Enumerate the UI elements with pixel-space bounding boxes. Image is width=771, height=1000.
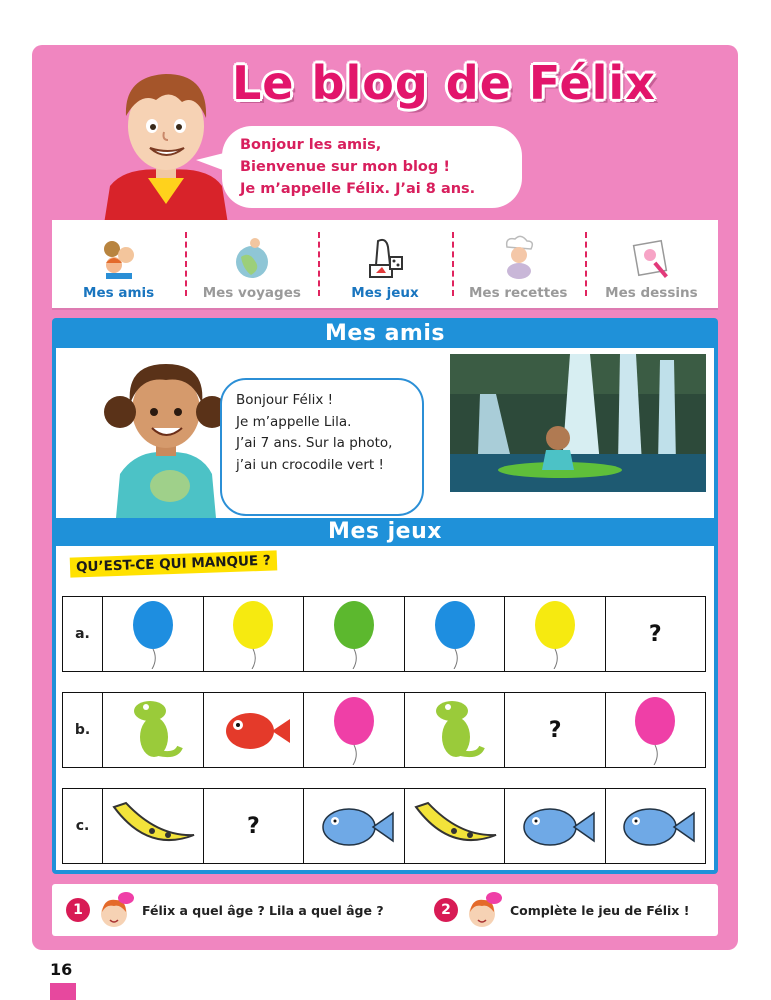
drawing-icon: [630, 235, 672, 281]
greeting-line: Bienvenue sur mon blog !: [240, 159, 450, 175]
missing-item-mark: ?: [203, 788, 304, 864]
speaking-face-icon: [96, 890, 136, 930]
task-number-badge: 2: [434, 898, 458, 922]
banana: [102, 788, 203, 864]
blue-fish: [303, 788, 404, 864]
balloon-yellow: [203, 596, 304, 672]
waterfall-photo: [450, 354, 706, 492]
nav-item-mes-jeux[interactable]: [318, 220, 451, 308]
banana: [404, 788, 505, 864]
task-2: [434, 884, 689, 936]
nav-item-mes-dessins[interactable]: [585, 220, 718, 308]
bubble-line: J’ai 7 ans. Sur la photo,: [236, 435, 393, 451]
row-label: c.: [62, 788, 102, 864]
nav-label: Mes voyages: [202, 285, 301, 301]
nav-item-mes-amis[interactable]: [52, 220, 185, 308]
row-label: b.: [62, 692, 102, 768]
nav-label: Mes amis: [83, 285, 155, 301]
page-title: Le blog de Félix: [232, 56, 656, 110]
globe-icon: [231, 235, 273, 281]
crocodile: [404, 692, 505, 768]
balloon-blue: [404, 596, 505, 672]
nav-label: Mes recettes: [469, 285, 568, 301]
balloon-blue: [102, 596, 203, 672]
task-number-badge: 1: [66, 898, 90, 922]
friends-icon: [98, 235, 140, 281]
nav-label: Mes jeux: [351, 285, 419, 301]
task-1: [66, 884, 384, 936]
task-text: Félix a quel âge ? Lila a quel âge ?: [142, 902, 384, 918]
mes-jeux-panel: [56, 546, 714, 870]
bubble-line: Je m’appelle Lila.: [236, 413, 352, 430]
game-row-c: [62, 788, 706, 864]
greeting-line: Bonjour les amis,: [240, 137, 382, 153]
balloon-yellow: [504, 596, 605, 672]
missing-item-mark: ?: [504, 692, 605, 768]
game-row-a: [62, 596, 706, 672]
chef-icon: [497, 235, 539, 281]
missing-item-mark: ?: [605, 596, 706, 672]
row-label: a.: [62, 596, 102, 672]
crocodile: [102, 692, 203, 768]
balloon-pink: [303, 692, 404, 768]
mes-amis-panel: [56, 348, 714, 518]
content-panel: [52, 318, 718, 874]
task-text: Complète le jeu de Félix !: [510, 902, 690, 918]
red-fish: [203, 692, 304, 768]
felix-illustration: [96, 66, 236, 224]
nav-item-mes-voyages[interactable]: [185, 220, 318, 308]
blue-fish: [504, 788, 605, 864]
bubble-line: j’ai un crocodile vert !: [236, 456, 384, 473]
felix-speech-bubble: [222, 126, 522, 208]
blog-nav: [52, 220, 718, 308]
greeting-line: Je m’appelle Félix. J’ai 8 ans.: [240, 181, 476, 197]
page-number: 16: [50, 960, 73, 979]
lila-speech-bubble: [220, 378, 424, 516]
balloon-pink: [605, 692, 706, 768]
speaking-face-icon: [464, 890, 504, 930]
balloon-green: [303, 596, 404, 672]
game-row-b: [62, 692, 706, 768]
lila-illustration: [96, 354, 236, 518]
nav-item-mes-recettes[interactable]: [452, 220, 585, 308]
task-bar: [52, 884, 718, 936]
section-title-mes-amis: Mes amis: [325, 321, 445, 346]
nav-label: Mes dessins: [605, 285, 698, 301]
bubble-line: Bonjour Félix !: [236, 392, 334, 408]
section-title-mes-jeux: Mes jeux: [328, 519, 442, 544]
blue-fish: [605, 788, 706, 864]
game-instructions: QU’EST-CE QUI MANQUE ?: [70, 550, 277, 577]
page-color-tab: [50, 983, 76, 1000]
game-icon: [364, 235, 406, 281]
